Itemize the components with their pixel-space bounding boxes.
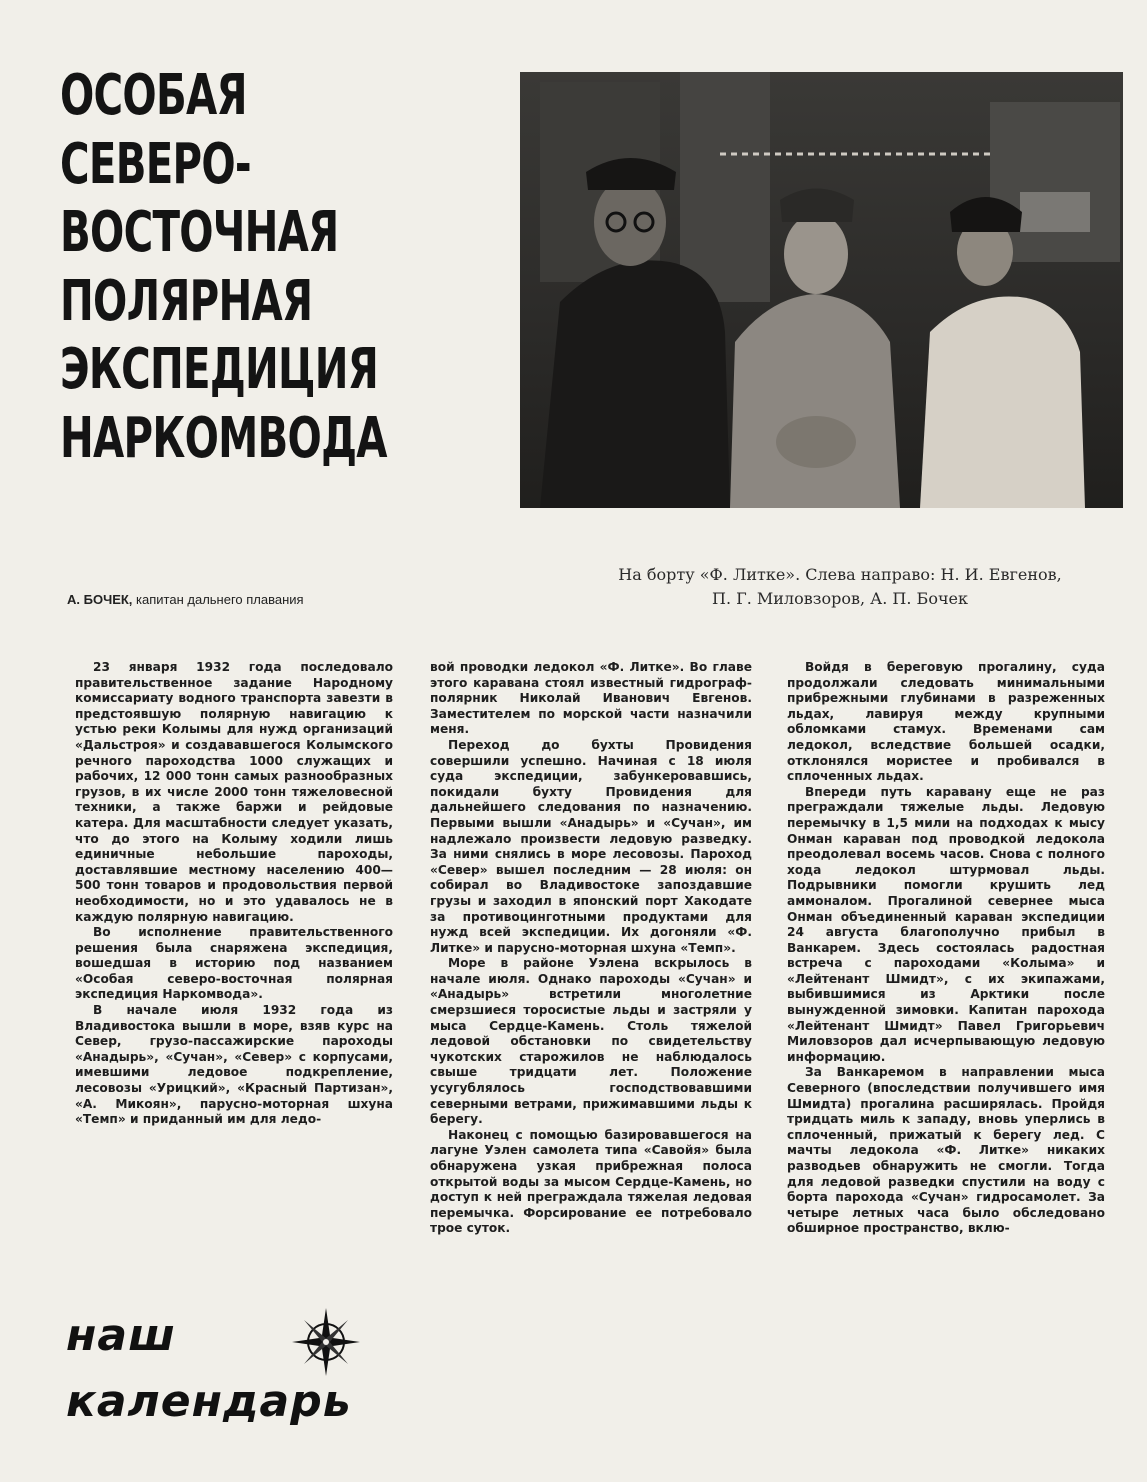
rubric-word: наш [66,1310,176,1361]
paragraph: вой проводки ледокол «Ф. Литке». Во главе этого каравана стоял известный гидрограф-полярник Николай Иванович Евгенов. Заместителем по морской части назначили меня. [430,660,752,737]
text-column-1 [75,660,393,1128]
paragraph: В начале июля 1932 года из Владивостока вышли в море, взяв курс на Север, грузо-пассажирские пароходы «Анадырь», «Сучан», «Север» с корпусами, имевшими ледовое подкрепление, лесовозы «Урицкий», «Красный Партизан», «А. Микоян», парусно-моторная шхуна «Темп» и приданный им для ледо- [75,1003,393,1127]
title-line: ОСОБАЯ [60,63,247,128]
rubric-our-calendar [66,1310,366,1430]
paragraph: Во исполнение правительственного решения была снаряжена экспедиция, вошедшая в историю под названием «Особая северо-восточная полярная экспедиция Наркомвода». [75,925,393,1002]
article-title [60,62,387,473]
expedition-photo [520,72,1123,508]
title-line: НАРКОМВОДА [60,405,387,471]
rubric-word: календарь [66,1376,352,1427]
author-name: А. БОЧЕК, [67,592,133,607]
author-role: капитан дальнего плавания [136,592,304,607]
compass-rose-icon [290,1306,362,1378]
paragraph: 23 января 1932 года последовало правительственное задание Народному комиссариату водного транспорта завезти в предстоявшую полярную навигацию к устью реки Колымы для нужд организаций «Дальстроя» и создававшегося Колымского речного пароходства 1000 служащих и рабочих, 12 000 тонн самых разнообразных грузов, в их числе 2000 тонн тяжеловесной техники, а также баржи и рейдовые катера. Для масштабности следует указать, что до этого на Колыму ходили лишь единичные небольшие пароходы, доставлявшие местному населению 400—500 тонн товаров и продовольствия первой необходимости, но и это удавалось не в каждую полярную навигацию. [75,660,393,924]
title-line: ВОСТОЧНАЯ [60,200,339,265]
paragraph: Войдя в береговую прогалину, суда продолжали следовать минимальными прибрежными глубинами в разреженных льдах, лавируя между крупными обломками стамух. Временами сам ледокол, вследствие большей осадки, отклонялся мористее и пробивался в сплоченных льдах. [787,660,1105,784]
paragraph: Море в районе Уэлена вскрылось в начале июля. Однако пароходы «Сучан» и «Анадырь» встретили многолетние смерзшиеся торосистые льды и застряли у мыса Сердце-Камень. Столь тяжелой ледовой обстановки по свидетельству чукотских старожилов не наблюдалось свыше тридцати лет. Положение усугублялось господствовавшими северными ветрами, прижимавшими льды к берегу. [430,956,752,1127]
author-byline [67,592,304,607]
title-line: ЭКСПЕДИЦИЯ [60,337,379,402]
paragraph: Впереди путь каравану еще не раз преграждали тяжелые льды. Ледовую перемычку в 1,5 мили на подходах к мысу Онман караван под проводкой ледокола преодолевал восемь часов. Снова с полного хода ледокол штурмовал льды. Подрывники помогли крушить лед аммоналом. Прогалиной севернее мыса Онман объединенный караван экспедиции 24 августа благополучно прибыл в Ванкарем. Здесь состоялась радостная встреча с пароходами «Колыма» и «Лейтенант Шмидт», с их экипажами, выбившимися из Арктики после вынужденной зимовки. Капитан парохода «Лейтенант Шмидт» Павел Григорьевич Миловзоров дал исчерпывающую ледовую информацию. [787,784,1105,1064]
paragraph: Переход до бухты Провидения совершили успешно. Начиная с 18 июля суда экспедиции, забункеровавшись, покидали бухту Провидения для дальнейшего следования по назначению. Первыми вышли «Анадырь» и «Сучан», им надлежало произвести ледовую разведку. За ними снялись в море лесовозы. Пароход «Север» вышел последним — 28 июля: он собирал во Владивостоке запоздавшие грузы и заходил в японский порт Хакодате за противоцинготными продуктами для нужд всей экспедиции. Их догоняли «Ф. Литке» и парусно-моторная шхуна «Темп». [430,737,752,955]
caption-line: П. Г. Миловзоров, А. П. Бочек [711,589,968,608]
text-column-2 [430,660,752,1237]
text-column-3 [787,660,1105,1237]
title-line: ПОЛЯРНАЯ [60,268,313,334]
caption-line: На борту «Ф. Литке». Слева направо: Н. И. Евгенов, [618,565,1062,584]
title-line: СЕВЕРО- [60,131,251,197]
paragraph: Наконец с помощью базировавшегося на лагуне Уэлен самолета типа «Савойя» была обнаружена узкая прибрежная полоса открытой воды за мысом Сердце-Камень, но доступ к ней преграждала тяжелая ледовая перемычка. Форсирование ее потребовало трое суток. [430,1127,752,1236]
paragraph: За Ванкаремом в направлении мыса Северного (впоследствии получившего имя Шмидта) прогалина расширялась. Пройдя тридцать миль к западу, вновь уперлись в сплоченный, прижатый к берегу лед. С мачты ледокола «Ф. Литке» никаких разводьев обнаружить не смогли. Тогда для ледовой разведки спустили на воду с борта парохода «Сучан» гидросамолет. За четыре летных часа было обследовано обширное пространство, вклю- [787,1065,1105,1236]
photo-caption [560,563,1120,611]
